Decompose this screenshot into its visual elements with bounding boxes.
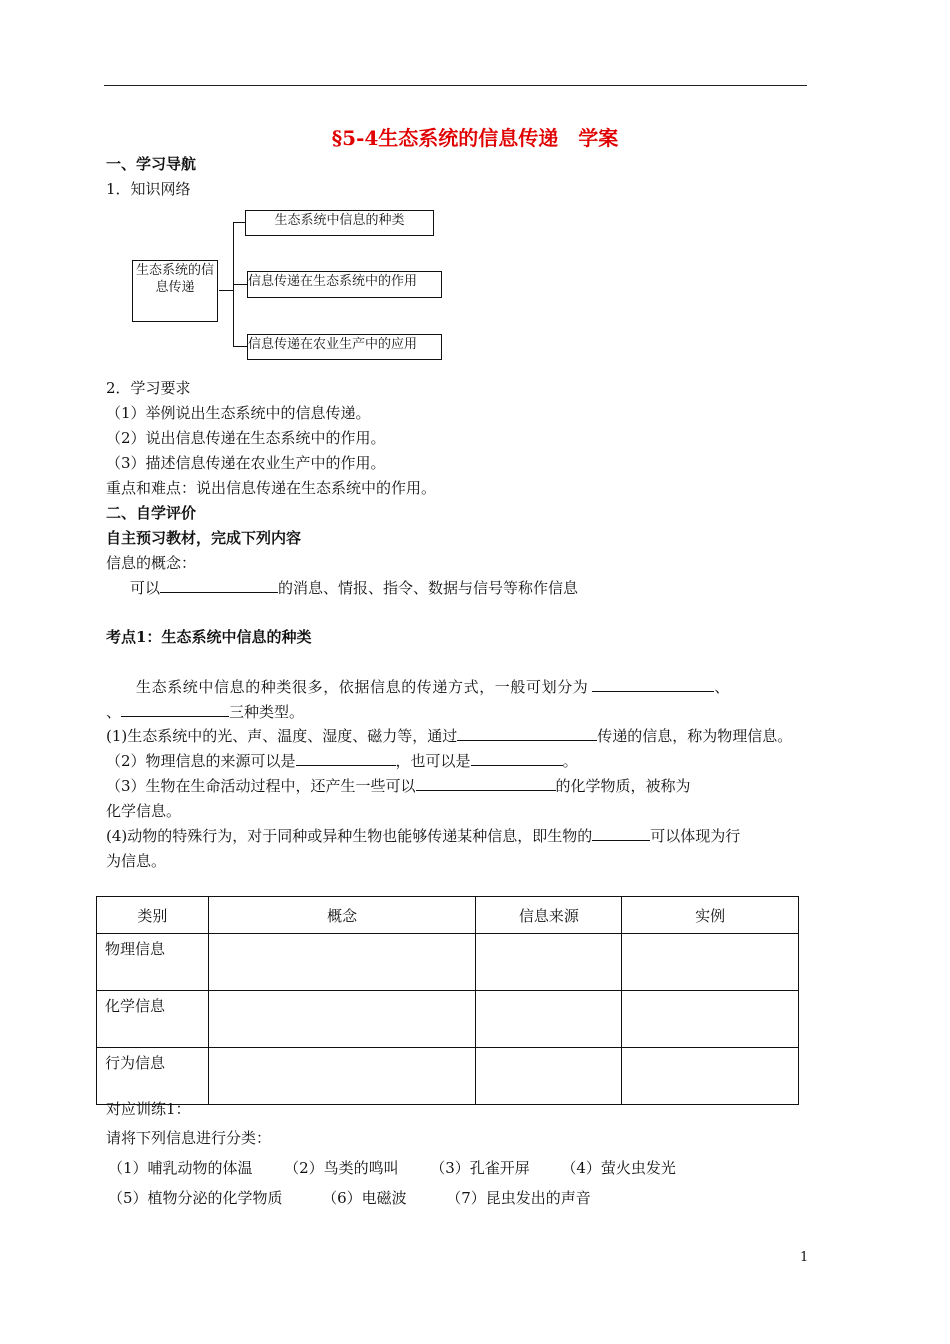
question-text: 可以体现为行 bbox=[650, 827, 741, 845]
table-row-label: 物理信息 bbox=[97, 934, 209, 991]
diagram-connector bbox=[219, 290, 233, 291]
table-header-cell: 信息来源 bbox=[476, 897, 622, 934]
fill-blank[interactable] bbox=[416, 775, 556, 791]
practice-items-line-2 bbox=[108, 1187, 591, 1208]
question-1 bbox=[106, 725, 792, 746]
page-title: §5-4生态系统的信息传递 学案 bbox=[331, 126, 619, 150]
table-cell-empty[interactable] bbox=[622, 934, 799, 991]
diagram-branch-box bbox=[247, 334, 442, 360]
question-3-cont: 化学信息。 bbox=[106, 802, 182, 820]
fill-blank[interactable] bbox=[592, 825, 650, 841]
info-type-table bbox=[96, 896, 799, 1105]
practice-item: （4）萤火虫发光 bbox=[561, 1159, 676, 1177]
table-row bbox=[97, 934, 799, 991]
question-4-cont: 为信息。 bbox=[106, 852, 167, 870]
page-number: 1 bbox=[800, 1250, 809, 1265]
table-cell-empty[interactable] bbox=[208, 934, 476, 991]
question-4 bbox=[106, 825, 740, 846]
diagram-connector bbox=[233, 284, 247, 285]
practice-heading: 对应训练1： bbox=[106, 1100, 191, 1118]
practice-item: （7）昆虫发出的声音 bbox=[446, 1189, 591, 1207]
fill-blank[interactable] bbox=[471, 750, 563, 766]
diagram-branch-box bbox=[247, 271, 442, 298]
question-text: （2）物理信息的来源可以是 bbox=[106, 752, 296, 770]
diagram-connector bbox=[233, 222, 245, 223]
question-text: 的化学物质，被称为 bbox=[555, 777, 691, 795]
knowledge-network-label: 1．知识网络 bbox=[106, 180, 191, 198]
intro-text: 生态系统中信息的种类很多，依据信息的传递方式，一般可划分为 bbox=[136, 678, 589, 696]
intro-line-2 bbox=[106, 701, 304, 722]
concept-label: 信息的概念： bbox=[106, 554, 197, 572]
question-text: (1)生态系统中的光、声、温度、湿度、磁力等，通过 bbox=[106, 727, 458, 745]
section1-heading: 一、学习导航 bbox=[106, 155, 197, 173]
concept-text: 的消息、情报、指令、数据与信号等称作信息 bbox=[278, 579, 579, 597]
practice-item: （5）植物分泌的化学物质 bbox=[108, 1189, 283, 1207]
table-row bbox=[97, 991, 799, 1048]
diagram-branch-label: 信息传递在生态系统中的作用 bbox=[248, 274, 418, 289]
diagram-branch-label: 生态系统中信息的种类 bbox=[274, 213, 405, 228]
table-header-cell: 实例 bbox=[622, 897, 799, 934]
fill-blank[interactable] bbox=[296, 750, 396, 766]
section2-heading: 二、自学评价 bbox=[106, 504, 197, 522]
requirement-item: （1）举例说出生态系统中的信息传递。 bbox=[106, 404, 371, 422]
table-cell-empty[interactable] bbox=[622, 1048, 799, 1105]
practice-item: （3）孔雀开屏 bbox=[430, 1159, 530, 1177]
preview-instruction: 自主预习教材，完成下列内容 bbox=[106, 529, 302, 547]
fill-blank[interactable] bbox=[160, 577, 278, 593]
practice-item: （1）哺乳动物的体温 bbox=[108, 1159, 253, 1177]
question-2 bbox=[106, 750, 578, 771]
intro-separator: 、 bbox=[106, 703, 122, 721]
table-header-cell: 概念 bbox=[208, 897, 476, 934]
question-3 bbox=[106, 775, 691, 796]
table-cell-empty[interactable] bbox=[476, 1048, 622, 1105]
diagram-connector bbox=[233, 346, 247, 347]
kaodian1-heading: 考点1：生态系统中信息的种类 bbox=[106, 628, 312, 646]
table-header-cell: 类别 bbox=[97, 897, 209, 934]
fill-blank[interactable] bbox=[457, 725, 597, 741]
fill-blank[interactable] bbox=[121, 701, 229, 717]
question-text: (4)动物的特殊行为，对于同种或异种生物也能够传递某种信息，即生物的 bbox=[106, 827, 593, 845]
diagram-root-label: 生态系统的信息传递 bbox=[135, 263, 214, 295]
requirement-item: （2）说出信息传递在生态系统中的作用。 bbox=[106, 429, 386, 447]
table-row-label: 化学信息 bbox=[97, 991, 209, 1048]
concept-text: 可以 bbox=[130, 579, 161, 597]
question-text: （3）生物在生命活动过程中，还产生一些可以 bbox=[106, 777, 416, 795]
key-points: 重点和难点：说出信息传递在生态系统中的作用。 bbox=[106, 479, 437, 497]
practice-prompt: 请将下列信息进行分类： bbox=[106, 1129, 272, 1147]
intro-text: 三种类型。 bbox=[229, 703, 305, 721]
diagram-branch-box bbox=[245, 210, 434, 236]
concept-sentence bbox=[130, 577, 578, 598]
table-cell-empty[interactable] bbox=[476, 991, 622, 1048]
question-text: 。 bbox=[562, 752, 578, 770]
table-cell-empty[interactable] bbox=[208, 1048, 476, 1105]
table-cell-empty[interactable] bbox=[208, 991, 476, 1048]
diagram-root-box bbox=[132, 260, 218, 322]
table-row-label: 行为信息 bbox=[97, 1048, 209, 1105]
table-cell-empty[interactable] bbox=[476, 934, 622, 991]
table-header-row bbox=[97, 897, 799, 934]
header-rule bbox=[104, 85, 807, 86]
fill-blank[interactable] bbox=[592, 676, 714, 692]
practice-item: （6）电磁波 bbox=[322, 1189, 407, 1207]
diagram-branch-label: 信息传递在农业生产中的应用 bbox=[248, 337, 418, 352]
practice-items-line-1 bbox=[108, 1157, 676, 1178]
requirement-item: （3）描述信息传递在农业生产中的作用。 bbox=[106, 454, 386, 472]
requirements-label: 2．学习要求 bbox=[106, 379, 191, 397]
table-row bbox=[97, 1048, 799, 1105]
question-text: ，也可以是 bbox=[395, 752, 471, 770]
intro-separator: 、 bbox=[714, 678, 730, 696]
intro-line bbox=[136, 676, 729, 697]
table-cell-empty[interactable] bbox=[622, 991, 799, 1048]
question-text: 传递的信息，称为物理信息。 bbox=[597, 727, 793, 745]
practice-item: （2）鸟类的鸣叫 bbox=[284, 1159, 399, 1177]
